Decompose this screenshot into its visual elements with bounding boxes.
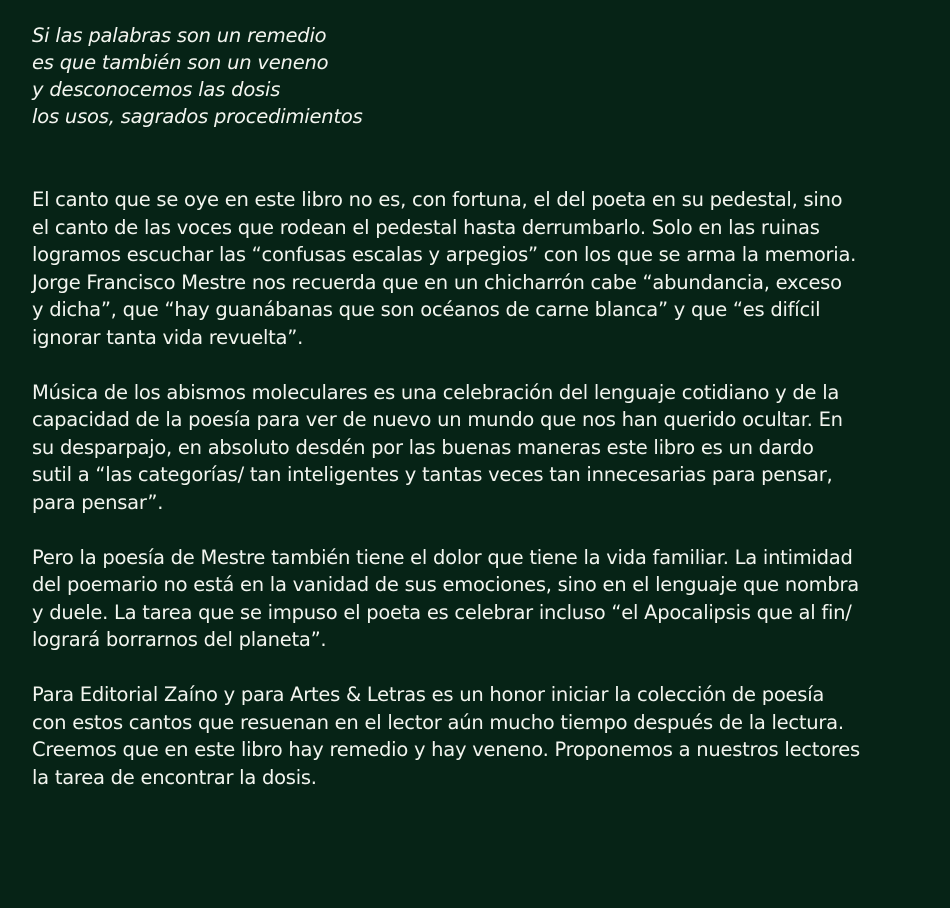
text-line: para pensar”. — [32, 490, 164, 514]
epigraph-line: y desconocemos las dosis — [32, 78, 281, 101]
text-line: logramos escuchar las “confusas escalas y arpegios” con los que se arma la memoria. — [32, 243, 857, 266]
body-text — [32, 186, 920, 791]
text-line: y duele. La tarea que se impuso el poeta es celebrar incluso “el Apocalipsis que al fin/ — [32, 600, 852, 624]
text-line: Creemos que en este libro hay remedio y hay veneno. Proponemos a nuestros lectores — [32, 738, 860, 761]
text-line: y dicha”, que “hay guanábanas que son océanos de carne blanca” y que “es difícil — [32, 298, 821, 321]
text-line: Pero la poesía de Mestre también tiene el dolor que tiene la vida familiar. La intimidad — [32, 545, 853, 569]
text-line: con estos cantos que resuenan en el lector aún mucho tiempo después de la lectura. — [32, 710, 844, 734]
text-line: del poemario no está en la vanidad de sus emociones, sino en el lenguaje que nombra — [32, 573, 860, 596]
epigraph-line: los usos, sagrados procedimientos — [32, 105, 363, 128]
text-line: ignorar tanta vida revuelta”. — [32, 325, 304, 349]
text-line: Música de los abismos moleculares es una celebración del lenguaje cotidiano y de la — [32, 380, 840, 404]
text-line: logrará borrarnos del planeta”. — [32, 628, 327, 651]
text-line: su desparpajo, en absoluto desdén por las buenas maneras este libro es un dardo — [32, 435, 814, 459]
paragraph-1 — [32, 186, 920, 351]
text-line: capacidad de la poesía para ver de nuevo un mundo que nos han querido ocultar. En — [32, 408, 843, 431]
epigraph-line: es que también son un veneno — [32, 51, 329, 74]
epigraph-line: Si las palabras son un remedio — [32, 24, 327, 47]
text-line: el canto de las voces que rodean el pedestal hasta derrumbarlo. Solo en las ruinas — [32, 215, 820, 239]
text-line: Jorge Francisco Mestre nos recuerda que en un chicharrón cabe “abundancia, exceso — [32, 270, 842, 294]
paragraph-4 — [32, 681, 920, 791]
text-line: la tarea de encontrar la dosis. — [32, 765, 317, 789]
text-line: El canto que se oye en este libro no es, con fortuna, el del poeta en su pedestal, sino — [32, 188, 843, 211]
text-line: Para Editorial Zaíno y para Artes & Letras es un honor iniciar la colección de poesía — [32, 683, 825, 706]
paragraph-3 — [32, 544, 920, 654]
paragraph-2 — [32, 379, 920, 517]
text-line: sutil a “las categorías/ tan inteligentes y tantas veces tan innecesarias para pensar, — [32, 463, 833, 486]
epigraph — [32, 22, 920, 130]
